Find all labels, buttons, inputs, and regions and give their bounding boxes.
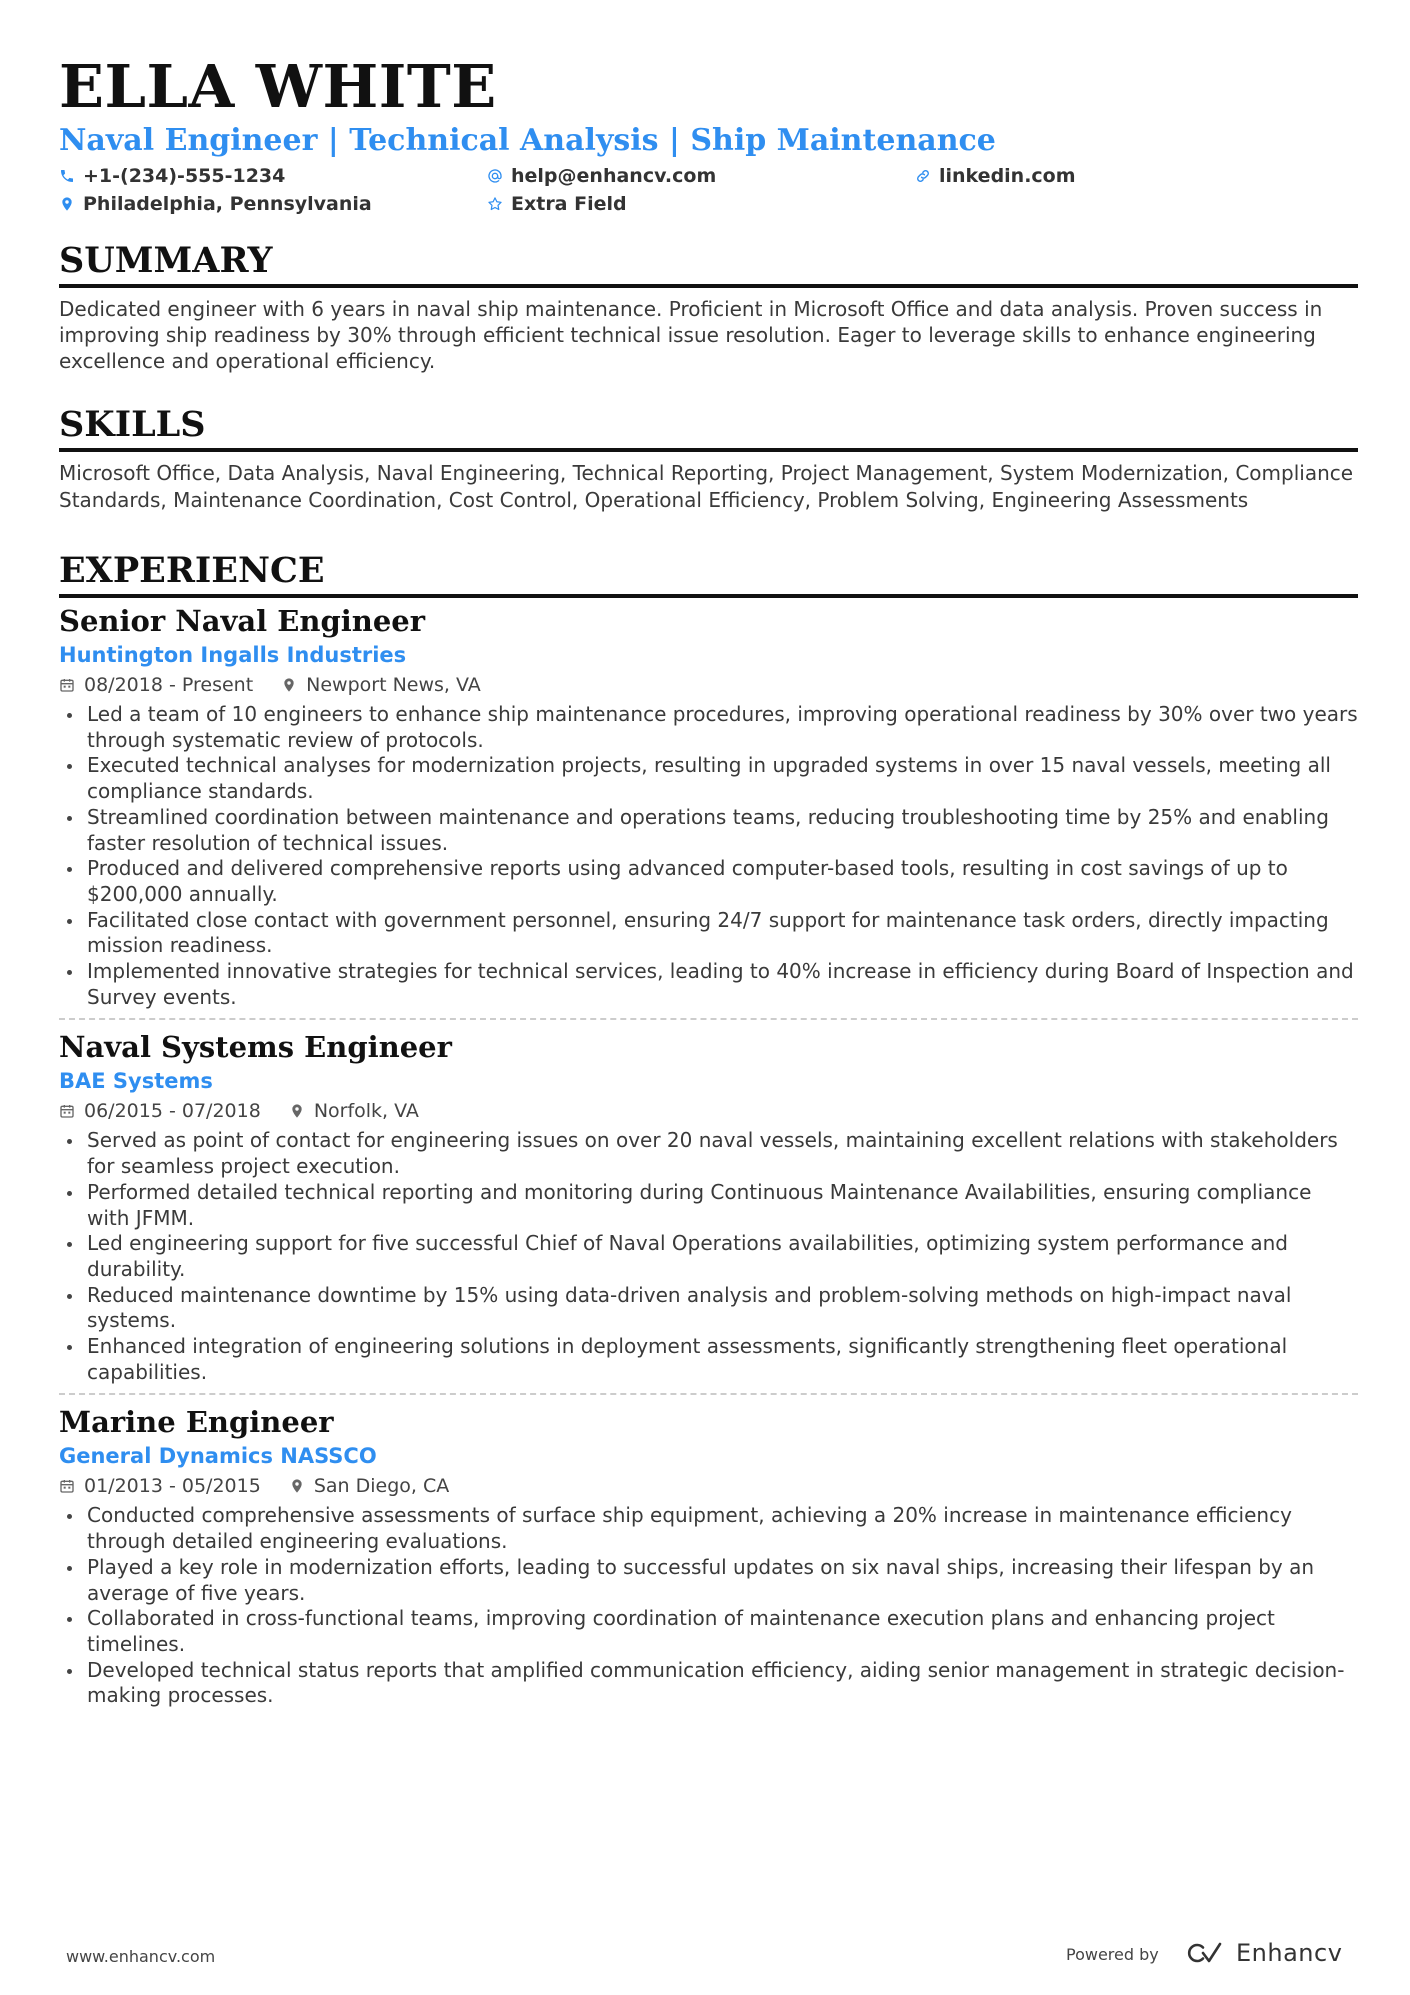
job-entry <box>59 602 1358 1010</box>
job-bullets <box>59 1128 1358 1385</box>
summary-title: SUMMARY <box>59 240 273 281</box>
job-role: Senior Naval Engineer <box>59 604 426 638</box>
location-text: Philadelphia, Pennsylvania <box>83 193 372 215</box>
job-divider <box>59 1018 1358 1020</box>
list-item: Enhanced integration of engineering solutions in deployment assessments, significantly strengthening fleet operational capabilities. <box>87 1334 1358 1385</box>
skills-section <box>59 404 1358 514</box>
section-rule <box>59 594 1358 598</box>
job-entry <box>59 1403 1358 1709</box>
job-company[interactable]: General Dynamics NASSCO <box>59 1444 377 1469</box>
job-meta <box>59 670 1358 700</box>
job-dates: 06/2015 - 07/2018 <box>84 1100 261 1123</box>
location-pin-icon <box>59 196 75 212</box>
job-location: San Diego, CA <box>313 1475 450 1498</box>
job-meta <box>59 1471 1358 1501</box>
at-icon <box>487 168 503 184</box>
list-item: Served as point of contact for engineering issues on over 20 naval vessels, maintaining excellent relations with stakeholders for seamless project execution. <box>87 1128 1358 1179</box>
location-pin-icon <box>281 677 297 693</box>
contact-info <box>59 164 1358 216</box>
star-icon <box>487 196 503 212</box>
page-footer <box>0 1905 1410 1995</box>
linkedin-text: linkedin.com <box>939 165 1076 187</box>
contact-email[interactable] <box>487 164 915 188</box>
list-item: Implemented innovative strategies for technical services, leading to 40% increase in efficiency during Board of Inspection and Survey events. <box>87 959 1358 1010</box>
list-item: Executed technical analyses for modernization projects, resulting in upgraded systems in over 15 naval vessels, meeting all compliance standards. <box>87 753 1358 804</box>
footer-url[interactable]: www.enhancv.com <box>66 1947 216 1966</box>
contact-extra <box>487 192 915 216</box>
contact-linkedin[interactable] <box>915 164 1335 188</box>
section-rule <box>59 284 1358 288</box>
list-item: Led a team of 10 engineers to enhance ship maintenance procedures, improving operational readiness by 30% over two years through systematic review of protocols. <box>87 702 1358 752</box>
calendar-icon <box>59 1103 75 1119</box>
footer-brand: Enhancv <box>1236 1939 1343 1967</box>
list-item: Conducted comprehensive assessments of surface ship equipment, achieving a 20% increase in maintenance efficiency through detailed engineering evaluations. <box>87 1503 1358 1554</box>
email-text: help@enhancv.com <box>511 165 717 187</box>
experience-title: EXPERIENCE <box>59 550 325 591</box>
list-item: Performed detailed technical reporting and monitoring during Continuous Maintenance Availabilities, ensuring compliance with JFMM. <box>87 1180 1358 1231</box>
job-role: Marine Engineer <box>59 1405 334 1440</box>
list-item: Played a key role in modernization efforts, leading to successful updates on six naval ships, increasing their lifespan by an average of five years. <box>87 1555 1358 1606</box>
list-item: Streamlined coordination between maintenance and operations teams, reducing troubleshooting time by 25% and enabling faster resolution of technical issues. <box>87 805 1358 856</box>
job-dates: 08/2018 - Present <box>84 674 254 696</box>
location-pin-icon <box>289 1478 305 1494</box>
phone-icon <box>59 168 75 184</box>
job-location: Norfolk, VA <box>313 1100 419 1123</box>
section-rule <box>59 448 1358 452</box>
phone-text: +1-(234)-555-1234 <box>83 165 286 187</box>
candidate-name: ELLA WHITE <box>59 52 497 121</box>
list-item: Led engineering support for five successful Chief of Naval Operations availabilities, optimizing system performance and durability. <box>87 1231 1358 1282</box>
enhancv-logo-icon <box>1186 1939 1230 1967</box>
list-item: Developed technical status reports that amplified communication efficiency, aiding senior management in strategic decision-making processes. <box>87 1658 1358 1709</box>
job-meta <box>59 1096 1358 1126</box>
job-role: Naval Systems Engineer <box>59 1030 452 1065</box>
summary-section <box>59 240 1358 374</box>
enhancv-logo[interactable] <box>1186 1939 1342 1967</box>
skills-title: SKILLS <box>59 404 206 445</box>
job-location: Newport News, VA <box>306 674 481 696</box>
calendar-icon <box>59 1478 75 1494</box>
list-item: Facilitated close contact with government personnel, ensuring 24/7 support for maintenance task orders, directly impacting mission readiness. <box>87 908 1358 959</box>
link-icon <box>915 168 931 184</box>
candidate-headline: Naval Engineer | Technical Analysis | Ship Maintenance <box>59 123 996 158</box>
experience-section <box>59 550 1358 1709</box>
job-company[interactable]: Huntington Ingalls Industries <box>59 643 407 667</box>
job-bullets <box>59 702 1358 1010</box>
job-divider <box>59 1393 1358 1395</box>
skills-text: Microsoft Office, Data Analysis, Naval Engineering, Technical Reporting, Project Management, System Modernization, Compliance Standards, Maintenance Coordination, Cost Control, Operational Efficiency, Problem Solving, Engineering Assessments <box>59 461 1354 512</box>
job-company[interactable]: BAE Systems <box>59 1069 213 1094</box>
list-item: Produced and delivered comprehensive reports using advanced computer-based tools, resulting in cost savings of up to $200,000 annually. <box>87 856 1358 907</box>
contact-phone[interactable] <box>59 164 487 188</box>
list-item: Reduced maintenance downtime by 15% using data-driven analysis and problem-solving methods on high-impact naval systems. <box>87 1283 1358 1334</box>
extra-text: Extra Field <box>511 193 627 215</box>
job-bullets <box>59 1503 1358 1709</box>
job-dates: 01/2013 - 05/2015 <box>84 1475 261 1498</box>
footer-powered-by: Powered by <box>1066 1945 1159 1964</box>
job-entry <box>59 1028 1358 1385</box>
contact-location <box>59 192 487 216</box>
summary-text: Dedicated engineer with 6 years in naval ship maintenance. Proficient in Microsoft Office and data analysis. Proven success in improving ship readiness by 30% through efficient technical issue resolution. Eager to leverage skills to enhance engineering excellence and operational efficiency. <box>59 297 1323 373</box>
calendar-icon <box>59 677 75 693</box>
list-item: Collaborated in cross-functional teams, improving coordination of maintenance execution plans and enhancing project timelines. <box>87 1606 1358 1657</box>
location-pin-icon <box>289 1103 305 1119</box>
